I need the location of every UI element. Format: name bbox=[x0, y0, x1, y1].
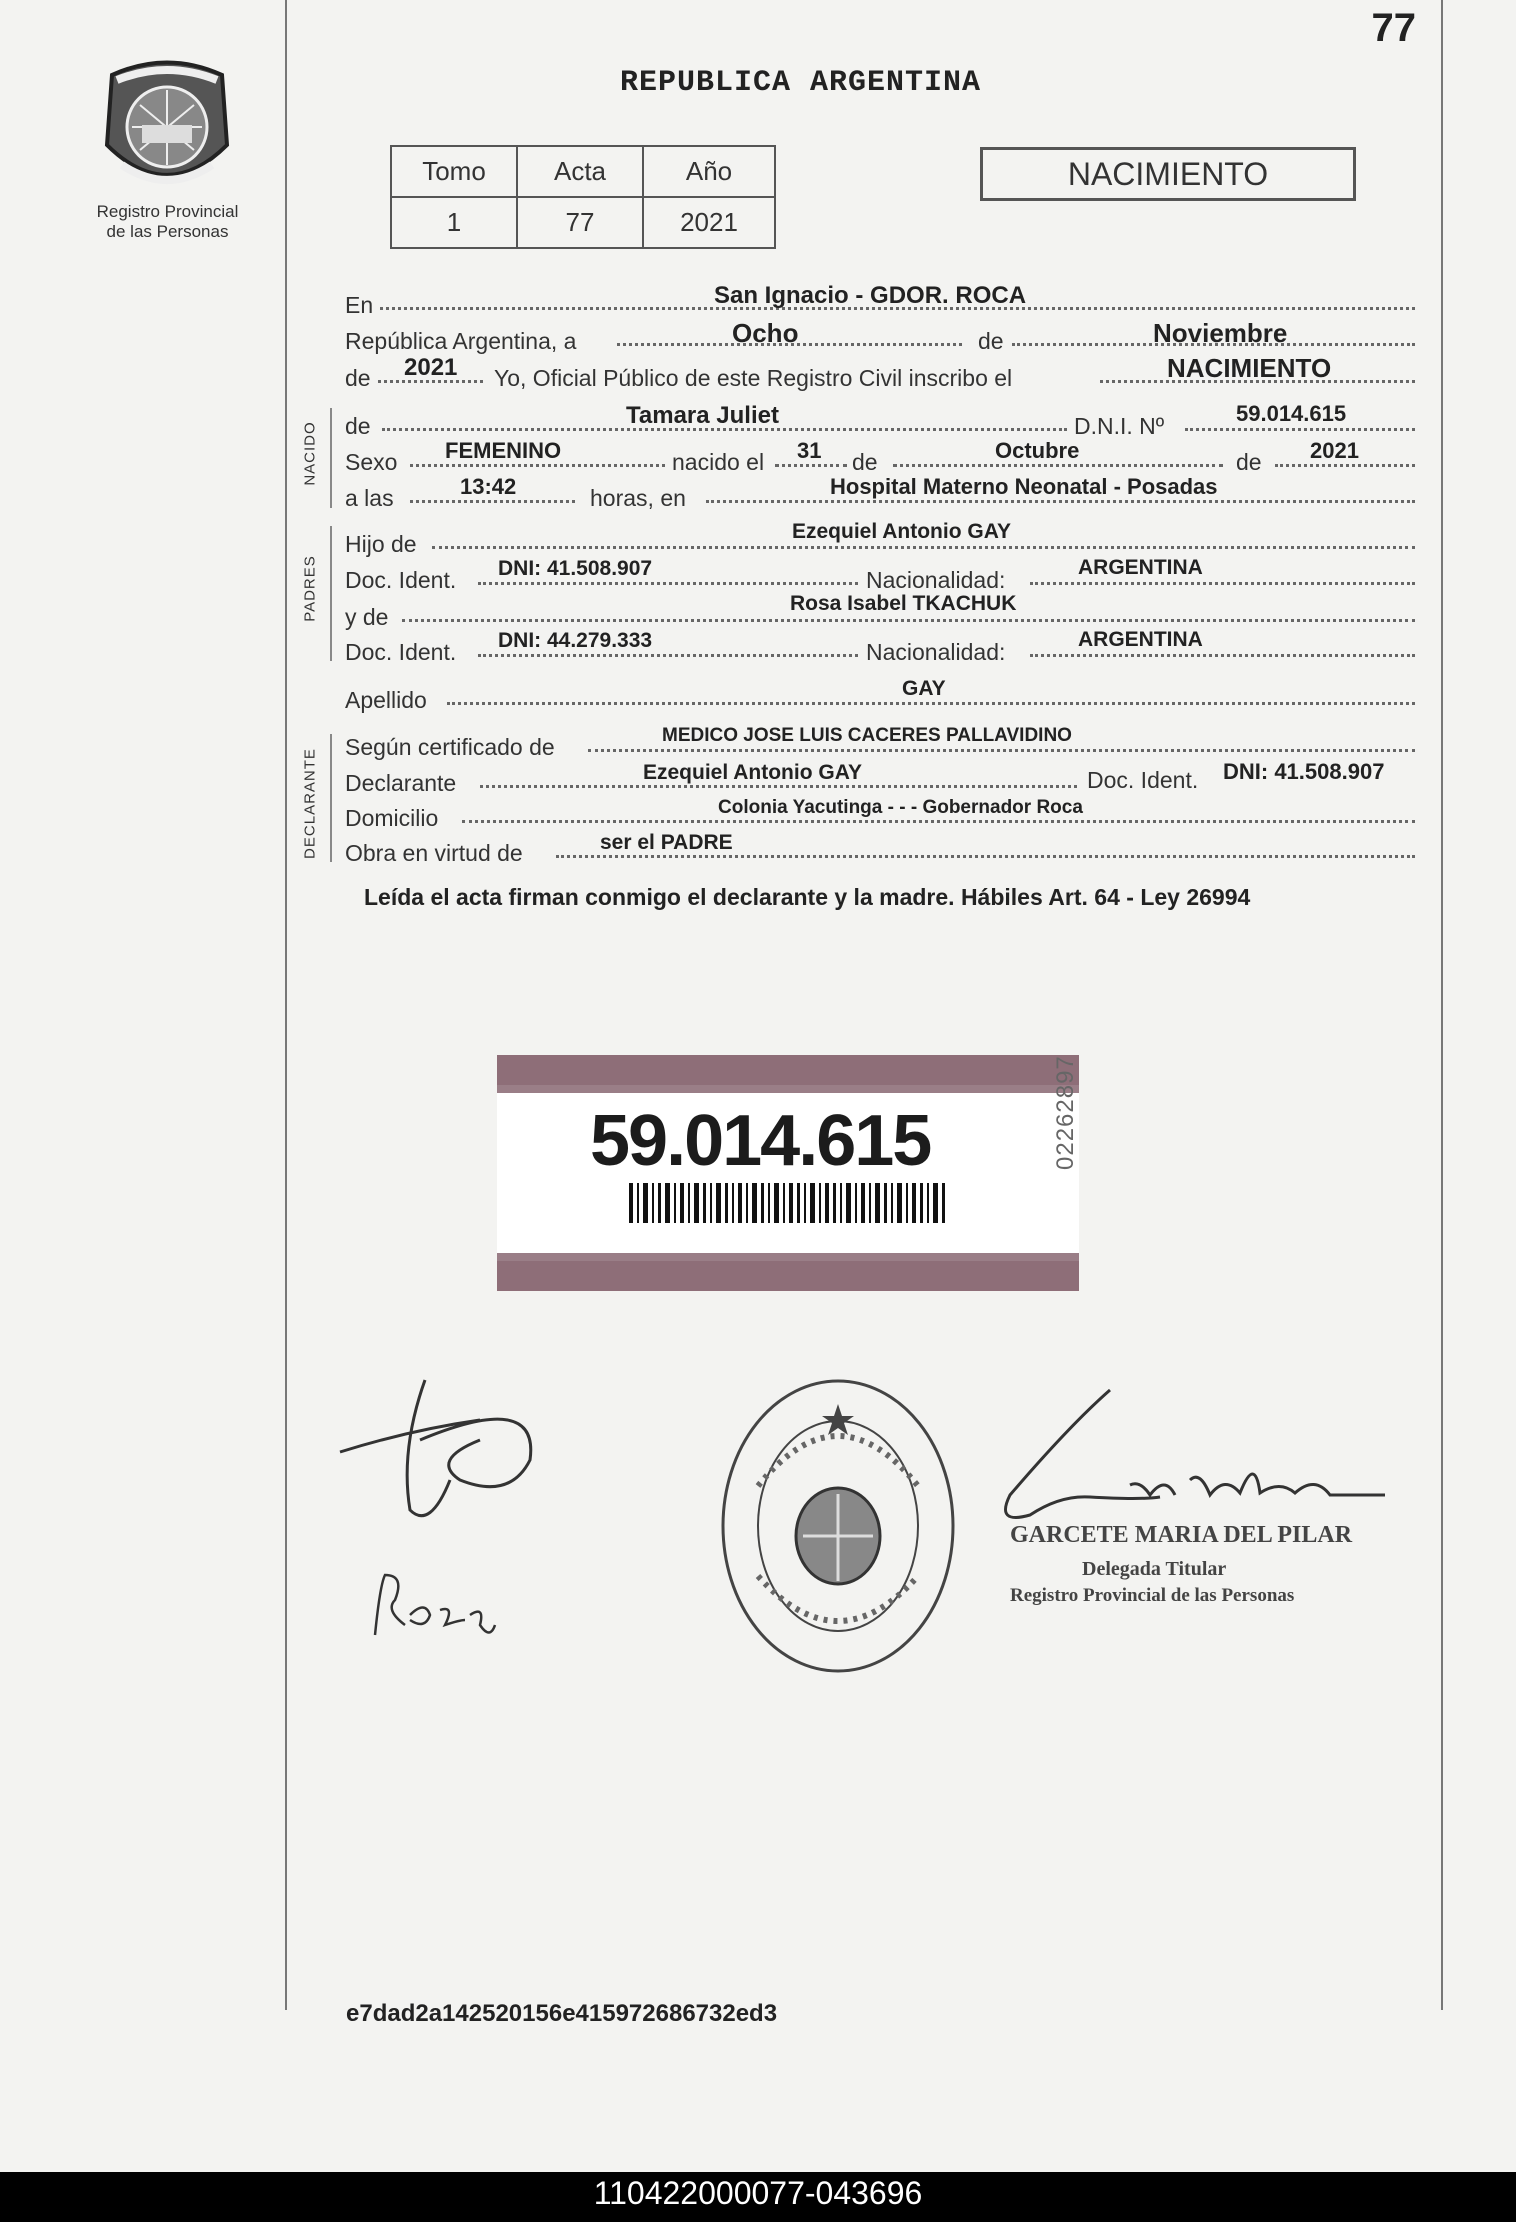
nacido-section-label: NACIDO bbox=[301, 421, 319, 486]
right-margin-line bbox=[1441, 0, 1443, 2010]
republica-label: República Argentina, a bbox=[345, 328, 577, 354]
birth-de-label: de bbox=[852, 449, 878, 475]
registry-label bbox=[60, 202, 275, 242]
month-value: Noviembre bbox=[1153, 318, 1288, 348]
father-nationality-label: Nacionalidad: bbox=[866, 567, 1006, 593]
apellido-label: Apellido bbox=[345, 687, 427, 713]
padres-bracket bbox=[330, 526, 332, 661]
padres-section-label: PADRES bbox=[301, 555, 319, 622]
declarante-bracket bbox=[330, 734, 332, 862]
officer-name: GARCETE MARIA DEL PILAR bbox=[1010, 1522, 1353, 1548]
official-seal-stamp bbox=[718, 1376, 958, 1676]
registry-label-line1: Registro Provincial bbox=[96, 202, 239, 221]
birth-time-value: 13:42 bbox=[460, 474, 517, 499]
father-doc-label: Doc. Ident. bbox=[345, 567, 457, 593]
header-tomo: Tomo bbox=[391, 146, 517, 197]
declarant-doc-label: Doc. Ident. bbox=[1087, 767, 1199, 793]
dni-sticker-serial: 02262897 bbox=[1052, 1055, 1079, 1170]
father-nationality-value: ARGENTINA bbox=[1078, 556, 1203, 579]
nacido-de-label: de bbox=[345, 413, 371, 439]
year-value: 2021 bbox=[404, 354, 458, 381]
y-de-label: y de bbox=[345, 604, 389, 630]
role-value: ser el PADRE bbox=[600, 831, 733, 854]
value-tomo: 1 bbox=[391, 197, 517, 248]
header-acta: Acta bbox=[517, 146, 643, 197]
birth-year-value: 2021 bbox=[1310, 438, 1359, 463]
declarante-label: Declarante bbox=[345, 770, 457, 796]
left-margin-line bbox=[285, 0, 287, 2010]
declarant-name-value: Ezequiel Antonio GAY bbox=[643, 761, 862, 784]
horas-en-label: horas, en bbox=[590, 485, 686, 511]
mother-signature bbox=[365, 1565, 505, 1645]
reference-table bbox=[390, 145, 776, 249]
mother-nationality-label: Nacionalidad: bbox=[866, 639, 1006, 665]
value-acta: 77 bbox=[517, 197, 643, 248]
declarant-doc-value: DNI: 41.508.907 bbox=[1223, 759, 1385, 784]
obra-label: Obra en virtud de bbox=[345, 840, 523, 866]
officer-role: Delegada Titular bbox=[1082, 1558, 1227, 1580]
birth-de-label-2: de bbox=[1236, 449, 1262, 475]
reference-table-value-row bbox=[391, 197, 775, 248]
header-ano: Año bbox=[643, 146, 775, 197]
closing-text: Leída el acta firman conmigo el declarante y la madre. Hábiles Art. 64 - Ley 26994 bbox=[364, 884, 1251, 910]
sexo-value: FEMENINO bbox=[445, 438, 562, 463]
nacido-el-label: nacido el bbox=[672, 449, 765, 475]
certificate-label: Según certificado de bbox=[345, 734, 555, 760]
nacido-bracket bbox=[330, 408, 332, 508]
officer-signature bbox=[990, 1385, 1390, 1535]
officer-text: Yo, Oficial Público de este Registro Civil inscribo el bbox=[494, 365, 1013, 391]
value-ano: 2021 bbox=[643, 197, 775, 248]
page-number: 77 bbox=[1371, 6, 1416, 50]
child-dni-value: 59.014.615 bbox=[1236, 401, 1347, 426]
mother-doc-value: DNI: 44.279.333 bbox=[498, 629, 653, 652]
footer-code: 110422000077-043696 bbox=[593, 2175, 923, 2211]
mother-name-dots bbox=[402, 615, 1415, 622]
mother-nationality-value: ARGENTINA bbox=[1078, 628, 1203, 651]
document-hash: e7dad2a142520156e415972686732ed3 bbox=[346, 2000, 778, 2027]
document-type-box: NACIMIENTO bbox=[980, 147, 1356, 201]
declarant-signature bbox=[330, 1370, 560, 1540]
certificate-value: MEDICO JOSE LUIS CACERES PALLAVIDINO bbox=[662, 725, 1072, 746]
birth-month-value: Octubre bbox=[995, 438, 1080, 463]
sexo-label: Sexo bbox=[345, 449, 398, 475]
address-value: Colonia Yacutinga - - - Gobernador Roca bbox=[718, 797, 1083, 818]
inscription-type-value: NACIMIENTO bbox=[1167, 353, 1332, 383]
dni-sticker-number: 59.014.615 bbox=[590, 1101, 931, 1181]
dni-label: D.N.I. Nº bbox=[1074, 413, 1165, 439]
reference-table-header-row bbox=[391, 146, 775, 197]
hora-label: a las bbox=[345, 485, 394, 511]
father-doc-value: DNI: 41.508.907 bbox=[498, 557, 653, 580]
domicilio-label: Domicilio bbox=[345, 805, 439, 831]
hijo-de-label: Hijo de bbox=[345, 531, 417, 557]
birth-place-value: Hospital Materno Neonatal - Posadas bbox=[830, 474, 1218, 499]
de-label-month: de bbox=[978, 328, 1004, 354]
birth-day-value: 31 bbox=[797, 438, 822, 463]
place-value: San Ignacio - GDOR. ROCA bbox=[714, 282, 1027, 309]
year-prefix-label: de bbox=[345, 365, 371, 391]
mother-doc-label: Doc. Ident. bbox=[345, 639, 457, 665]
child-name-value: Tamara Juliet bbox=[626, 402, 779, 429]
country-title: REPUBLICA ARGENTINA bbox=[620, 66, 982, 100]
apellido-value: GAY bbox=[902, 677, 946, 700]
declarante-section-label: DECLARANTE bbox=[301, 748, 319, 859]
day-value: Ocho bbox=[732, 318, 799, 348]
registry-label-line2: de las Personas bbox=[106, 222, 229, 241]
mother-name-value: Rosa Isabel TKACHUK bbox=[790, 592, 1017, 615]
officer-org: Registro Provincial de las Personas bbox=[1010, 1585, 1295, 1606]
father-name-value: Ezequiel Antonio GAY bbox=[792, 520, 1011, 543]
en-label: En bbox=[345, 292, 374, 318]
provincial-crest-logo bbox=[92, 55, 242, 205]
